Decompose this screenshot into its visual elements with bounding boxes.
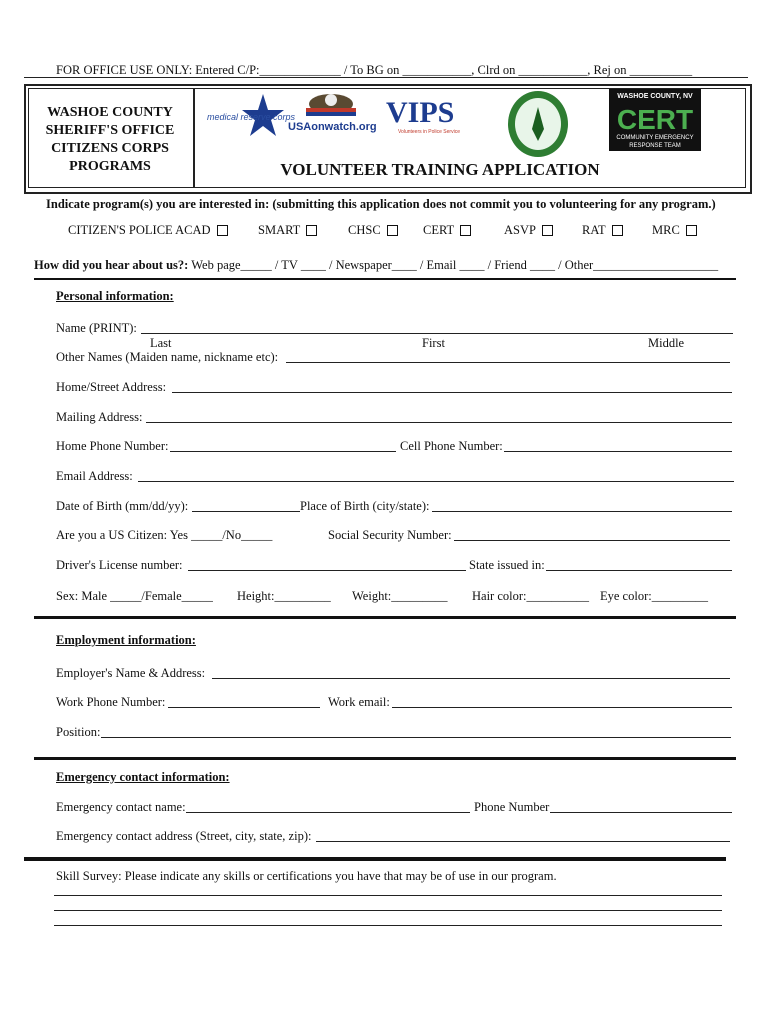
checkbox[interactable] <box>217 225 228 236</box>
hear-about-us-label: How did you hear about us?: <box>34 258 189 272</box>
ssn-field[interactable] <box>454 540 730 541</box>
other-names-field[interactable] <box>286 362 730 363</box>
name-last-caption: Last <box>150 336 172 350</box>
work-phone-label: Work Phone Number: <box>56 695 166 709</box>
program-option-mrc[interactable] <box>652 223 697 237</box>
checkbox[interactable] <box>686 225 697 236</box>
weight-field[interactable]: Weight:_________ <box>352 589 448 603</box>
chsc-seal <box>506 89 570 159</box>
office-use-line: FOR OFFICE USE ONLY: Entered C/P:_____________ / To BG on ___________, Clrd on ___________, Rej on __________ <box>56 63 693 77</box>
header-divider <box>193 88 195 188</box>
personal-heading: Personal information: <box>56 289 174 303</box>
program-option-label: MRC <box>652 223 680 237</box>
program-option-label: RAT <box>582 223 606 237</box>
mrc-logo <box>205 90 296 146</box>
position-field[interactable] <box>101 737 731 738</box>
emergency-phone-field[interactable] <box>550 812 732 813</box>
cert-logo-sub1: COMMUNITY EMERGENCY <box>616 135 694 141</box>
citizen-field[interactable]: Are you a US Citizen: Yes _____/No_____ <box>56 528 273 542</box>
program-option-asvp[interactable] <box>504 223 553 237</box>
vips-logo-text: VIPS <box>386 96 455 129</box>
emergency-heading: Emergency contact information: <box>56 770 230 784</box>
cert-logo <box>609 89 701 151</box>
sex-field[interactable]: Sex: Male _____/Female_____ <box>56 589 213 603</box>
program-option-chsc[interactable] <box>348 223 398 237</box>
checkbox[interactable] <box>460 225 471 236</box>
email-label: Email Address: <box>56 469 133 483</box>
mailing-address-field[interactable] <box>146 422 732 423</box>
org-name <box>30 104 190 176</box>
program-option-label: CERT <box>423 223 455 237</box>
program-option-cert[interactable] <box>423 223 471 237</box>
org-line-2: SHERIFF'S OFFICE <box>45 123 175 138</box>
work-email-label: Work email: <box>328 695 390 709</box>
position-label: Position: <box>56 725 101 739</box>
email-field[interactable] <box>138 481 734 482</box>
skills-prompt: Skill Survey: Please indicate any skills or certifications you have that may be of use in our program. <box>56 869 557 883</box>
program-option-rat[interactable] <box>582 223 623 237</box>
eye-color-field[interactable]: Eye color:_________ <box>600 589 708 603</box>
dob-label: Date of Birth (mm/dd/yy): <box>56 499 189 513</box>
dl-field[interactable] <box>188 570 466 571</box>
program-prompt: Indicate program(s) you are interested in: (submitting this application does not commit you to volunteering for any program.) <box>46 197 716 211</box>
vips-logo <box>384 96 476 136</box>
program-option-label: CHSC <box>348 223 381 237</box>
name-field[interactable] <box>141 333 733 334</box>
state-issued-label: State issued in: <box>469 558 545 572</box>
hear-about-us <box>34 258 718 272</box>
emergency-address-label: Emergency contact address (Street, city, state, zip): <box>56 829 312 843</box>
pob-label: Place of Birth (city/state): <box>300 499 430 513</box>
other-names-label: Other Names (Maiden name, nickname etc): <box>56 350 279 364</box>
home-address-label: Home/Street Address: <box>56 380 167 394</box>
hear-about-us-options[interactable]: Web page_____ / TV ____ / Newspaper____ / Email ____ / Friend ____ / Other____________________ <box>188 258 719 272</box>
pob-field[interactable] <box>432 511 732 512</box>
program-option-cpa[interactable] <box>68 223 228 237</box>
cert-logo-sub2: RESPONSE TEAM <box>629 143 681 149</box>
dl-label: Driver's License number: <box>56 558 183 572</box>
work-email-field[interactable] <box>392 707 732 708</box>
usaonwatch-logo-text: USAonwatch.org <box>288 121 377 133</box>
emergency-phone-label: Phone Number <box>474 800 550 814</box>
cert-logo-top: WASHOE COUNTY, NV <box>617 93 693 100</box>
checkbox[interactable] <box>612 225 623 236</box>
employment-heading: Employment information: <box>56 633 196 647</box>
divider <box>24 857 726 861</box>
org-line-1: WASHOE COUNTY <box>47 105 173 120</box>
cert-logo-main: CERT <box>616 104 694 135</box>
dob-field[interactable] <box>192 511 300 512</box>
emergency-name-field[interactable] <box>186 812 470 813</box>
checkbox[interactable] <box>542 225 553 236</box>
home-address-field[interactable] <box>172 392 732 393</box>
height-field[interactable]: Height:_________ <box>237 589 331 603</box>
form-title: VOLUNTEER TRAINING APPLICATION <box>280 160 600 179</box>
skills-line[interactable] <box>54 925 722 926</box>
name-first-caption: First <box>422 336 445 350</box>
program-option-smart[interactable] <box>258 223 317 237</box>
cell-phone-field[interactable] <box>504 451 732 452</box>
divider <box>34 278 736 280</box>
org-line-4: PROGRAMS <box>69 159 151 174</box>
usaonwatch-logo <box>286 90 377 138</box>
hair-color-field[interactable]: Hair color:__________ <box>472 589 589 603</box>
ssn-label: Social Security Number: <box>328 528 452 542</box>
state-issued-field[interactable] <box>546 570 732 571</box>
name-label: Name (PRINT): <box>56 321 137 335</box>
office-use-underline <box>24 77 748 78</box>
cell-phone-label: Cell Phone Number: <box>400 439 503 453</box>
work-phone-field[interactable] <box>168 707 320 708</box>
program-option-label: ASVP <box>504 223 536 237</box>
mrc-logo-text: medical reserve corps <box>207 112 296 122</box>
home-phone-field[interactable] <box>170 451 396 452</box>
employer-label: Employer's Name & Address: <box>56 666 206 680</box>
emergency-address-field[interactable] <box>316 841 730 842</box>
checkbox[interactable] <box>387 225 398 236</box>
divider <box>34 616 736 619</box>
program-option-label: SMART <box>258 223 301 237</box>
emergency-name-label: Emergency contact name: <box>56 800 186 814</box>
divider <box>34 757 736 760</box>
org-line-3: CITIZENS CORPS <box>51 141 169 156</box>
program-option-label: CITIZEN'S POLICE ACAD <box>68 223 211 237</box>
name-middle-caption: Middle <box>648 336 685 350</box>
mailing-address-label: Mailing Address: <box>56 410 143 424</box>
checkbox[interactable] <box>306 225 317 236</box>
employer-field[interactable] <box>212 678 730 679</box>
skills-line[interactable] <box>54 910 722 911</box>
vips-logo-sub: Volunteers in Police Service <box>398 129 460 135</box>
skills-line[interactable] <box>54 895 722 896</box>
home-phone-label: Home Phone Number: <box>56 439 169 453</box>
